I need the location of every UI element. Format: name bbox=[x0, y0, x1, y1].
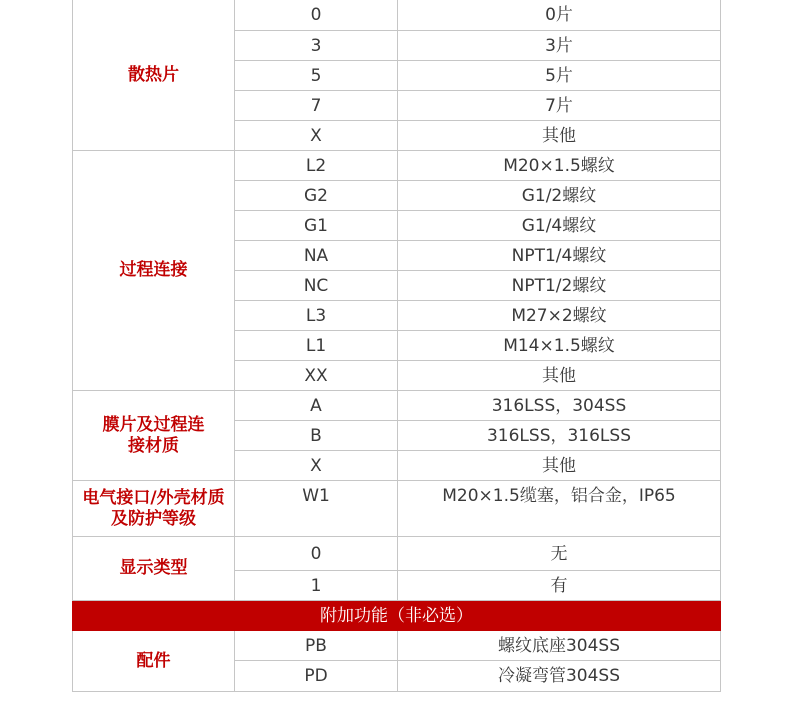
desc-cell: 0片 bbox=[398, 0, 721, 31]
category-accessories: 配件 bbox=[73, 631, 235, 692]
category-label: 膜片及过程连接材质 bbox=[102, 414, 205, 456]
table-row bbox=[73, 151, 721, 181]
banner-row bbox=[73, 601, 721, 631]
desc-cell: 3片 bbox=[398, 31, 721, 61]
code-cell: L2 bbox=[235, 151, 398, 181]
desc-cell: 其他 bbox=[398, 361, 721, 391]
code-cell: L3 bbox=[235, 301, 398, 331]
desc-cell: 无 bbox=[398, 537, 721, 571]
code-cell: PD bbox=[235, 661, 398, 692]
code-cell: NA bbox=[235, 241, 398, 271]
additional-functions-banner: 附加功能（非必选） bbox=[73, 601, 721, 631]
desc-cell: G1/4螺纹 bbox=[398, 211, 721, 241]
spec-table bbox=[72, 0, 721, 692]
desc-cell: M14×1.5螺纹 bbox=[398, 331, 721, 361]
code-cell: 1 bbox=[235, 571, 398, 601]
desc-cell: 316LSS，304SS bbox=[398, 391, 721, 421]
code-cell: L1 bbox=[235, 331, 398, 361]
code-cell: X bbox=[235, 121, 398, 151]
desc-cell: G1/2螺纹 bbox=[398, 181, 721, 211]
code-cell: G2 bbox=[235, 181, 398, 211]
desc-cell: NPT1/2螺纹 bbox=[398, 271, 721, 301]
desc-cell: 7片 bbox=[398, 91, 721, 121]
desc-cell: 316LSS，316LSS bbox=[398, 421, 721, 451]
code-cell: W1 bbox=[235, 481, 398, 537]
category-electrical-interface bbox=[73, 481, 235, 537]
table-row bbox=[73, 537, 721, 571]
table-row bbox=[73, 0, 721, 31]
category-diaphragm-material bbox=[73, 391, 235, 481]
code-cell: B bbox=[235, 421, 398, 451]
table-row bbox=[73, 391, 721, 421]
code-cell: 0 bbox=[235, 537, 398, 571]
desc-cell: 其他 bbox=[398, 451, 721, 481]
desc-cell: M27×2螺纹 bbox=[398, 301, 721, 331]
code-cell: PB bbox=[235, 631, 398, 661]
code-cell: 5 bbox=[235, 61, 398, 91]
category-display-type: 显示类型 bbox=[73, 537, 235, 601]
code-cell: G1 bbox=[235, 211, 398, 241]
category-label: 电气接口/外壳材质及防护等级 bbox=[82, 487, 225, 529]
desc-cell: NPT1/4螺纹 bbox=[398, 241, 721, 271]
code-cell: XX bbox=[235, 361, 398, 391]
desc-cell: M20×1.5螺纹 bbox=[398, 151, 721, 181]
desc-cell: 有 bbox=[398, 571, 721, 601]
table-row bbox=[73, 631, 721, 661]
code-cell: 3 bbox=[235, 31, 398, 61]
table-row bbox=[73, 481, 721, 537]
desc-cell: 冷凝弯管304SS bbox=[398, 661, 721, 692]
code-cell: X bbox=[235, 451, 398, 481]
code-cell: 7 bbox=[235, 91, 398, 121]
category-heat-sink: 散热片 bbox=[73, 0, 235, 151]
category-process-connection: 过程连接 bbox=[73, 151, 235, 391]
desc-cell: 5片 bbox=[398, 61, 721, 91]
desc-cell: 其他 bbox=[398, 121, 721, 151]
desc-cell: M20×1.5缆塞，铝合金，IP65 bbox=[398, 481, 721, 537]
code-cell: NC bbox=[235, 271, 398, 301]
code-cell: 0 bbox=[235, 0, 398, 31]
code-cell: A bbox=[235, 391, 398, 421]
desc-cell: 螺纹底座304SS bbox=[398, 631, 721, 661]
